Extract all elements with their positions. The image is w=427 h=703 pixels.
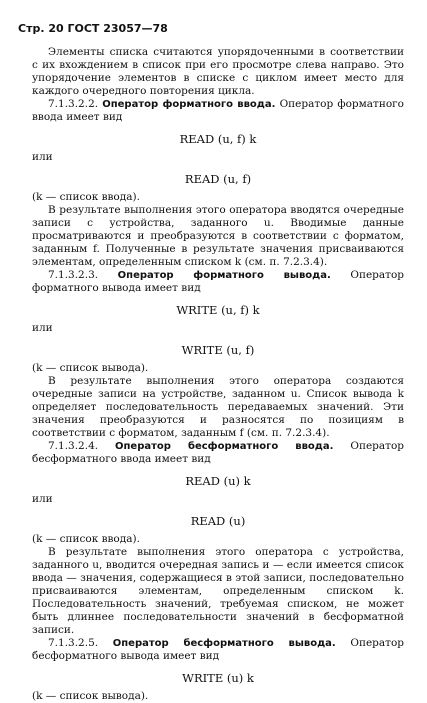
section-number: 7.1.3.2.5. xyxy=(48,637,99,649)
formula-read-u-k: READ (u) k xyxy=(185,474,251,488)
section-7-1-3-2-4 xyxy=(32,440,404,466)
list-note: (k — список ввода). xyxy=(32,191,140,203)
formula-write-uf: WRITE (u, f) xyxy=(181,343,255,357)
list-note: (k — список вывода). xyxy=(32,690,149,702)
paragraph-write-result: В результате выполнения этого оператора создаются очередные записи на устройстве, заданном u. Список вывода k определяет последовательность передаваемых значений. Эти значения преобразуются и разносятся по позициям в соответствии с форматом, заданным f (см. п. 7.2.3.4). xyxy=(32,375,404,439)
section-number: 7.1.3.2.2. xyxy=(48,98,99,110)
paragraph-unformatted-read-result: В результате выполнения этого оператора с устройства, заданного u, вводится очередная запись и — если имеется список ввода — значения, содержащиеся в этой записи, последовательно присваиваются элементам, определенным списком k. Последовательность значений, требуемая списком, не может быть длиннее последовательности значений в бесформатной записи. xyxy=(32,546,404,636)
section-title: Оператор форматного вывода. xyxy=(117,270,331,281)
formula-write-u-k: WRITE (u) k xyxy=(182,671,254,685)
section-7-1-3-2-2 xyxy=(32,98,404,124)
formula-read-uf-k: READ (u, f) k xyxy=(179,132,257,146)
formula-write-uf-k: WRITE (u, f) k xyxy=(176,303,260,317)
paragraph-read-result: В результате выполнения этого оператора вводятся очередные записи с устройства, заданного u. Вводимые данные просматриваются и преобразуются в соответствии с форматом, заданным f. Полученные в результате значения присваиваются элементам, определенным списком k (см. п. 7.2.3.4). xyxy=(32,204,404,268)
paragraph-list-ordering: Элементы списка считаются упорядоченными в соответствии с их вхождением в список при его просмотре слева направо. Это упорядочение элементов в списке с циклом имеет место для каждого очередного повторения цикла. xyxy=(32,46,404,97)
section-number: 7.1.3.2.3. xyxy=(48,269,99,281)
section-text: Оператор бесформатного ввода имеет вид xyxy=(32,440,405,465)
page-header: Стр. 20 ГОСТ 23057—78 xyxy=(18,22,168,35)
or-label: или xyxy=(32,322,53,334)
formula-read-uf: READ (u, f) xyxy=(184,172,252,186)
section-7-1-3-2-3 xyxy=(32,269,404,295)
section-number: 7.1.3.2.4. xyxy=(48,440,99,452)
section-text: Оператор форматного вывода имеет вид xyxy=(32,269,404,294)
or-label: или xyxy=(32,493,53,505)
section-text: Оператор бесформатного вывода имеет вид xyxy=(32,637,404,662)
section-text: Оператор форматного ввода имеет вид xyxy=(32,98,404,123)
or-label: или xyxy=(32,151,53,163)
section-title: Оператор форматного ввода. xyxy=(102,99,276,110)
formula-read-u: READ (u) xyxy=(190,514,246,528)
document-body xyxy=(32,46,404,703)
section-7-1-3-2-5 xyxy=(32,637,404,663)
section-title: Оператор бесформатного вывода. xyxy=(112,638,336,649)
section-title: Оператор бесформатного ввода. xyxy=(115,441,334,452)
list-note: (k — список вывода). xyxy=(32,362,149,374)
list-note: (k — список ввода). xyxy=(32,533,140,545)
